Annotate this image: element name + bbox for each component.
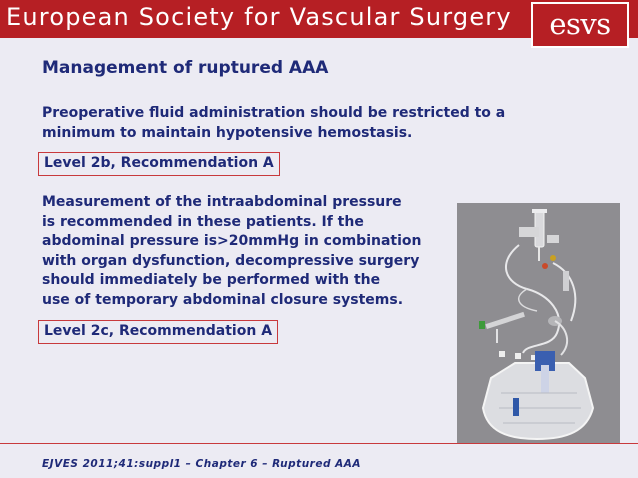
pressure-monitoring-kit-photo xyxy=(457,203,620,443)
society-title: European Society for Vascular Surgery xyxy=(6,3,512,31)
paragraph-line: Measurement of the intraabdominal pressure xyxy=(42,194,402,210)
recommendation-level-2c: Level 2c, Recommendation A xyxy=(38,320,278,344)
paragraph-intraabdominal-pressure xyxy=(42,193,422,310)
paragraph-line: should immediately be performed with the xyxy=(42,272,381,288)
footer-divider xyxy=(0,443,638,444)
paragraph-line: with organ dysfunction, decompressive surgery xyxy=(42,252,420,269)
esvs-logo xyxy=(531,2,629,48)
paragraph-line: minimum to maintain hypotensive hemostasis. xyxy=(42,124,413,141)
kit-illustration xyxy=(457,203,620,443)
paragraph-line: use of temporary abdominal closure systems. xyxy=(42,291,404,308)
logo-text: esvs xyxy=(549,7,611,41)
footer-citation: EJVES 2011;41:suppl1 – Chapter 6 – Ruptured AAA xyxy=(42,458,362,470)
paragraph-line: is recommended in these patients. If the xyxy=(42,213,364,230)
slide-title: Management of ruptured AAA xyxy=(42,58,329,78)
paragraph-fluid-administration xyxy=(42,104,505,143)
paragraph-line: Preoperative fluid administration should be restricted to a xyxy=(42,105,506,121)
recommendation-level-2b: Level 2b, Recommendation A xyxy=(38,152,280,176)
paragraph-line: abdominal pressure is>20mmHg in combination xyxy=(42,233,422,249)
